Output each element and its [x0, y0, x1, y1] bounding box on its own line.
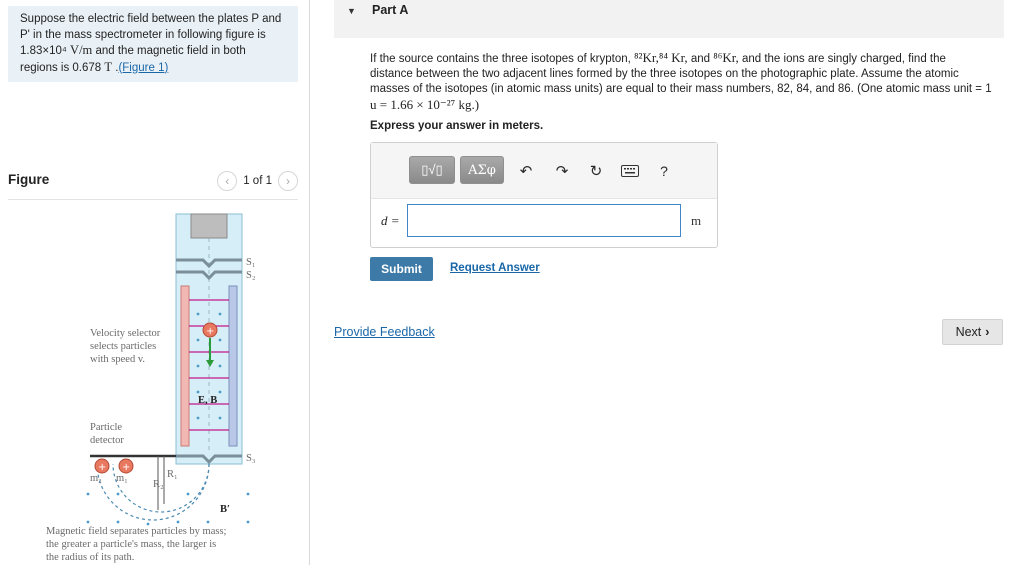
plate-positive — [181, 286, 189, 446]
figure-title: Figure — [8, 172, 50, 187]
figure-pager — [217, 171, 298, 191]
magnetic-field-value: regions is 0.678 — [20, 61, 102, 74]
column-divider — [309, 0, 310, 565]
next-button-label: Next — [955, 325, 982, 339]
answer-unit-label: m — [691, 213, 702, 228]
submit-button[interactable]: Submit — [370, 257, 433, 281]
question-text — [370, 50, 1010, 112]
template-button[interactable]: ▯√▯ — [409, 156, 455, 184]
label-m2: m₂ — [90, 473, 102, 484]
answer-variable-label: d = — [381, 213, 400, 228]
problem-line-1: Suppose the electric field between the plates P and — [20, 13, 282, 25]
label-m1: m₁ — [116, 473, 128, 484]
provide-feedback-link[interactable]: Provide Feedback — [334, 325, 435, 339]
chevron-left-icon[interactable]: ‹ — [217, 171, 237, 191]
label-s3: S₃ — [246, 453, 256, 464]
field-value: 1.83×10⁴ — [20, 45, 67, 57]
redo-icon[interactable]: ↷ — [555, 163, 569, 180]
velocity-selector-label: Velocity selector selects particles with speed v. — [90, 328, 161, 365]
svg-text:+: + — [122, 462, 131, 473]
mass-spectrometer-figure — [8, 204, 304, 565]
svg-text:+: + — [206, 326, 215, 337]
question-line-4: u = 1.66 × 10⁻²⁷ kg.) — [370, 97, 480, 112]
keyboard-icon[interactable] — [619, 161, 641, 181]
figure-link[interactable]: (Figure 1) — [118, 61, 169, 74]
plate-negative — [229, 286, 237, 446]
label-s1: S₁ — [246, 257, 256, 268]
spectrometer-diagram — [8, 204, 304, 565]
triangle-down-icon[interactable]: ▼ — [347, 6, 356, 16]
problem-line-3-tail: and the magnetic field in both — [95, 45, 246, 57]
figure-header — [8, 170, 298, 200]
greek-symbols-button[interactable]: ΑΣφ — [460, 156, 504, 184]
particle-detector-label: Particle detector — [90, 422, 124, 446]
label-b-prime: B′ — [220, 504, 230, 515]
help-button[interactable]: ? — [660, 163, 668, 179]
problem-line-3 — [20, 43, 286, 60]
label-s2: S₂ — [246, 270, 256, 281]
part-title: Part A — [372, 3, 409, 17]
field-unit: V/m — [70, 43, 93, 57]
request-answer-link[interactable]: Request Answer — [450, 262, 540, 274]
answer-panel — [370, 142, 718, 248]
question-line-2: distance between the two adjacent lines formed by the three isotopes on the photographic plate. Assume the atomic — [370, 68, 959, 80]
problem-statement — [8, 6, 298, 82]
label-e-b: E, B — [198, 395, 218, 406]
svg-text:+: + — [98, 462, 107, 473]
answer-instruction: Express your answer in meters. — [370, 120, 544, 132]
problem-line-2: P' in the mass spectrometer in following figure is — [20, 28, 266, 41]
question-line-1: If the source contains the three isotopes of krypton, ⁸²Kr,⁸⁴ Kr, and ⁸⁶Kr, and the ions are singly charged, find the — [370, 50, 946, 65]
isotope-84: ⁸⁴ Kr, — [658, 50, 688, 65]
ion-source — [191, 214, 227, 238]
question-line-3: masses of the isotopes (in atomic mass units) are equal to their mass numbers, 82, 84, and 86. (One atomic mass unit = 1 — [370, 83, 992, 95]
label-r1: R₁ — [167, 469, 178, 480]
chevron-right-icon: › — [985, 325, 990, 339]
label-r2: R₂ — [153, 479, 164, 490]
magnetic-field-unit: T — [104, 59, 113, 74]
math-toolbar — [371, 143, 717, 199]
undo-icon[interactable]: ↶ — [519, 163, 533, 180]
chevron-right-icon[interactable]: › — [278, 171, 298, 191]
figure-caption: Magnetic field separates particles by mass; the greater a particle's mass, the larger is the radius of its path. — [46, 526, 227, 563]
reset-icon[interactable]: ↻ — [589, 163, 603, 180]
isotope-86: ⁸⁶Kr, — [713, 50, 739, 65]
isotope-82: ⁸²Kr, — [634, 50, 659, 65]
answer-input[interactable] — [407, 204, 681, 237]
problem-line-4: regions is 0.678 T .(Figure 1) — [20, 59, 169, 74]
next-button[interactable] — [942, 319, 1003, 345]
pager-text: 1 of 1 — [243, 175, 272, 187]
part-a-header[interactable] — [334, 0, 1004, 38]
